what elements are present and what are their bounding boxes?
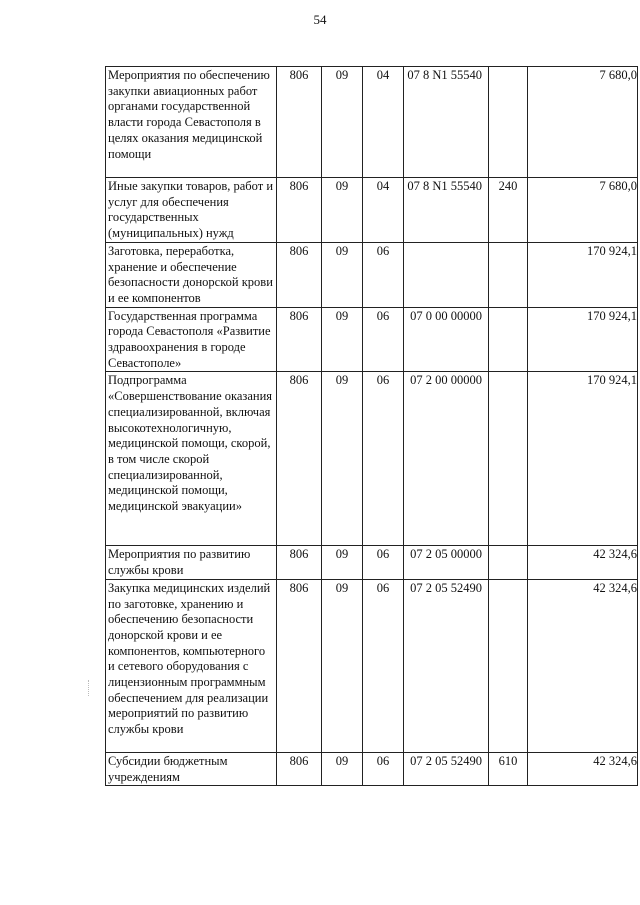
row-section-code: 09 bbox=[322, 178, 363, 243]
row-name: Подпрограмма «Совершенствование оказания специализированной, включая высокотехнологичную, медицинской помощи, скорой, в том числе скорой специализированной, медицинской помощи, медицинской эвакуации» bbox=[106, 372, 277, 546]
row-ministry-code: 806 bbox=[277, 242, 322, 307]
table-row bbox=[106, 372, 638, 546]
budget-table bbox=[105, 66, 638, 786]
row-subsection-code: 06 bbox=[363, 307, 404, 372]
row-section-code: 09 bbox=[322, 307, 363, 372]
row-name: Закупка медицинских изделий по заготовке, хранению и обеспечению безопасности донорской крови и ее компонентов, компьютерного и сетевого оборудования с лицензионным программным обеспечением для реализации мероприятий по развитию службы крови bbox=[106, 579, 277, 752]
row-target-article: 07 8 N1 55540 bbox=[404, 67, 489, 178]
row-expense-type bbox=[489, 307, 528, 372]
table-row bbox=[106, 307, 638, 372]
row-target-article: 07 2 05 52490 bbox=[404, 752, 489, 785]
row-target-article: 07 2 00 00000 bbox=[404, 372, 489, 546]
row-ministry-code: 806 bbox=[277, 307, 322, 372]
table-row bbox=[106, 579, 638, 752]
row-section-code: 09 bbox=[322, 579, 363, 752]
row-ministry-code: 806 bbox=[277, 372, 322, 546]
row-amount: 42 324,6 bbox=[528, 579, 638, 752]
row-section-code: 09 bbox=[322, 372, 363, 546]
row-target-article: 07 8 N1 55540 bbox=[404, 178, 489, 243]
table-row bbox=[106, 67, 638, 178]
row-ministry-code: 806 bbox=[277, 67, 322, 178]
row-amount: 170 924,1 bbox=[528, 242, 638, 307]
row-subsection-code: 06 bbox=[363, 752, 404, 785]
row-expense-type bbox=[489, 546, 528, 579]
table-row bbox=[106, 752, 638, 785]
row-subsection-code: 06 bbox=[363, 579, 404, 752]
row-amount: 42 324,6 bbox=[528, 752, 638, 785]
table-row bbox=[106, 178, 638, 243]
row-name: Государственная программа города Севастополя «Развитие здравоохранения в городе Севастополе» bbox=[106, 307, 277, 372]
scan-edge-mark bbox=[88, 680, 95, 696]
row-name: Мероприятия по развитию службы крови bbox=[106, 546, 277, 579]
row-name: Иные закупки товаров, работ и услуг для обеспечения государственных (муниципальных) нужд bbox=[106, 178, 277, 243]
row-subsection-code: 04 bbox=[363, 178, 404, 243]
row-section-code: 09 bbox=[322, 752, 363, 785]
row-expense-type: 240 bbox=[489, 178, 528, 243]
row-amount: 7 680,0 bbox=[528, 178, 638, 243]
row-expense-type bbox=[489, 67, 528, 178]
row-amount: 42 324,6 bbox=[528, 546, 638, 579]
row-subsection-code: 06 bbox=[363, 242, 404, 307]
row-subsection-code: 06 bbox=[363, 372, 404, 546]
row-amount: 170 924,1 bbox=[528, 307, 638, 372]
page-number: 54 bbox=[313, 12, 327, 27]
row-expense-type bbox=[489, 372, 528, 546]
row-amount: 7 680,0 bbox=[528, 67, 638, 178]
row-expense-type bbox=[489, 579, 528, 752]
row-name: Субсидии бюджетным учреждениям bbox=[106, 752, 277, 785]
row-target-article: 07 2 05 52490 bbox=[404, 579, 489, 752]
row-ministry-code: 806 bbox=[277, 546, 322, 579]
row-ministry-code: 806 bbox=[277, 579, 322, 752]
row-expense-type bbox=[489, 242, 528, 307]
row-expense-type: 610 bbox=[489, 752, 528, 785]
row-amount: 170 924,1 bbox=[528, 372, 638, 546]
row-section-code: 09 bbox=[322, 67, 363, 178]
row-target-article bbox=[404, 242, 489, 307]
row-ministry-code: 806 bbox=[277, 752, 322, 785]
row-target-article: 07 2 05 00000 bbox=[404, 546, 489, 579]
row-name: Заготовка, переработка, хранение и обеспечение безопасности донорской крови и ее компонентов bbox=[106, 242, 277, 307]
row-ministry-code: 806 bbox=[277, 178, 322, 243]
table-row bbox=[106, 546, 638, 579]
table-row bbox=[106, 242, 638, 307]
row-name: Мероприятия по обеспечению закупки авиационных работ органами государственной власти города Севастополя в целях оказания медицинской помощи bbox=[106, 67, 277, 178]
row-target-article: 07 0 00 00000 bbox=[404, 307, 489, 372]
row-subsection-code: 06 bbox=[363, 546, 404, 579]
row-section-code: 09 bbox=[322, 242, 363, 307]
row-subsection-code: 04 bbox=[363, 67, 404, 178]
row-section-code: 09 bbox=[322, 546, 363, 579]
